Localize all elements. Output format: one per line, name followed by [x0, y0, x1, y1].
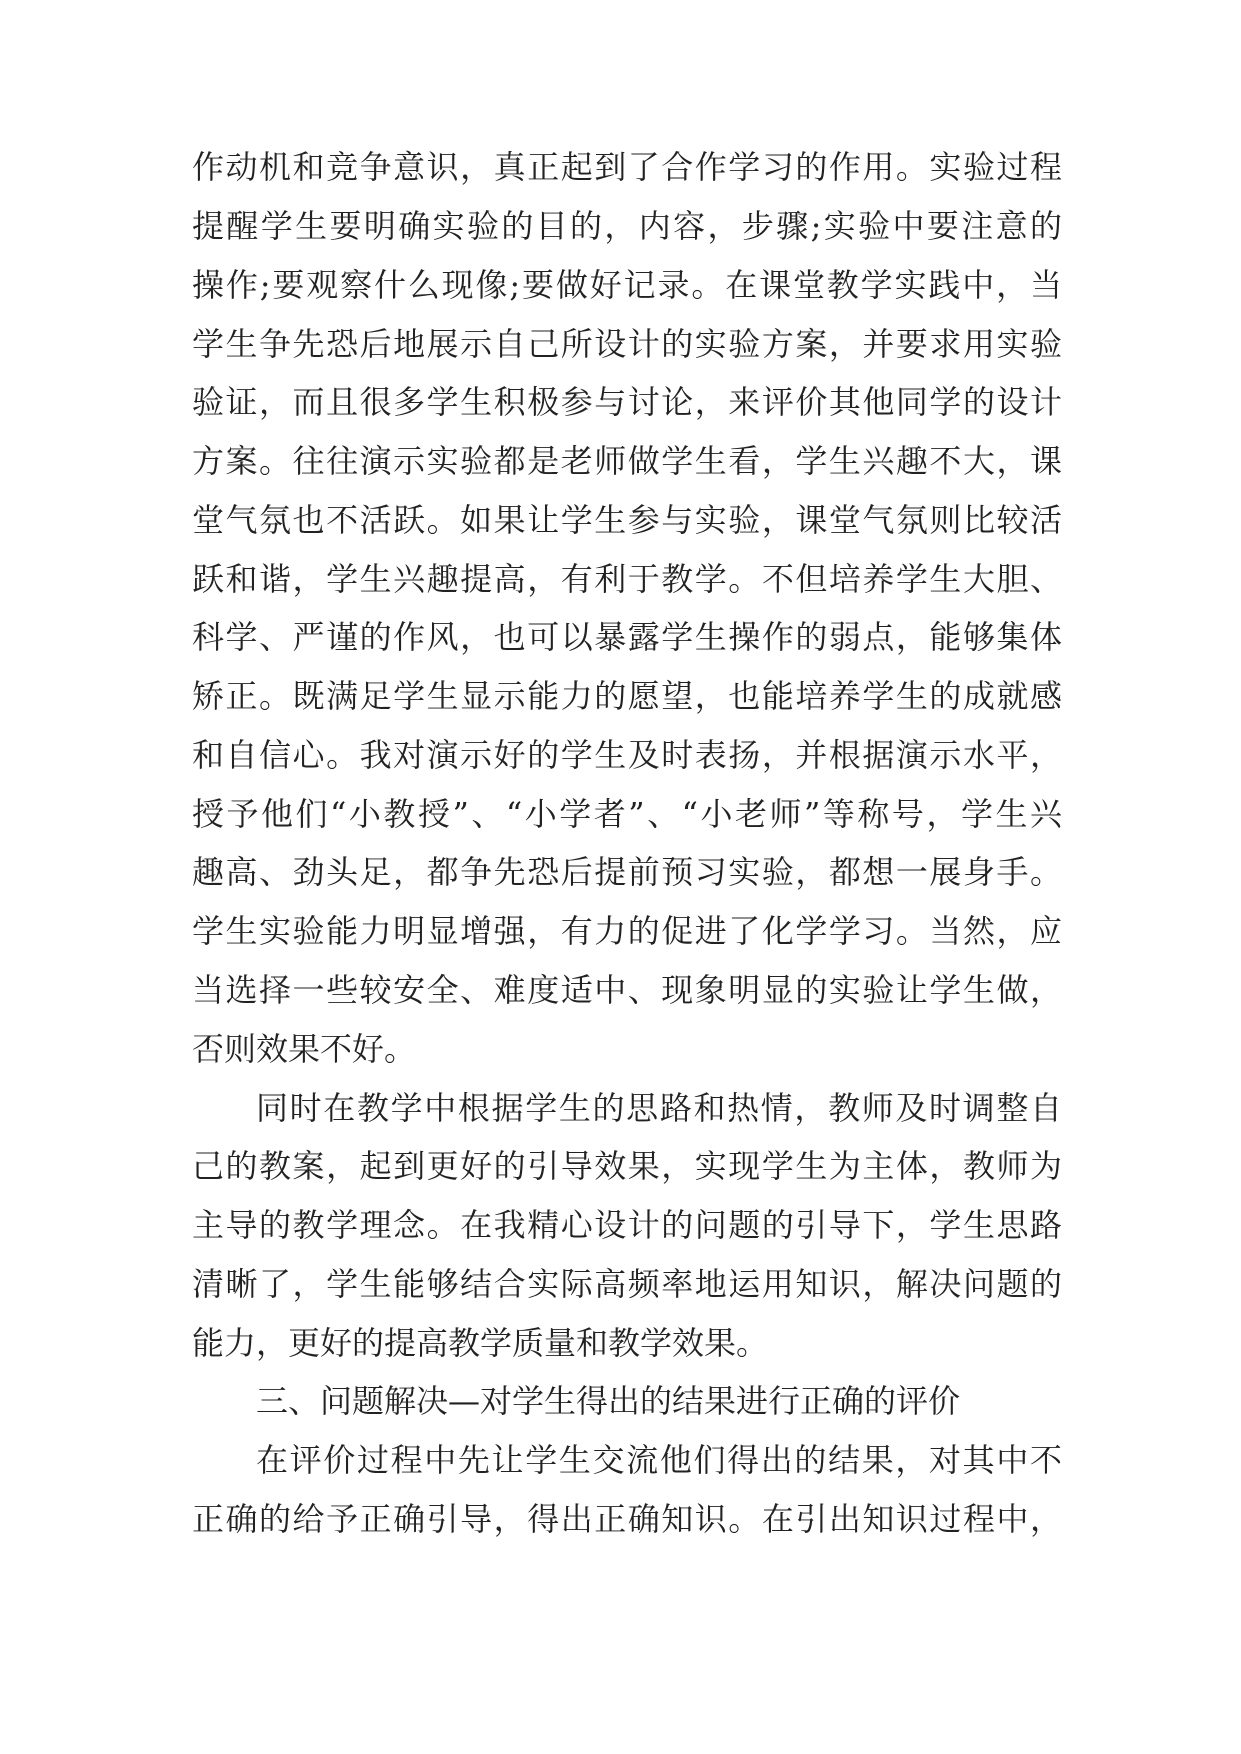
- text-line: 能力，更好的提高教学质量和教学效果。: [192, 1324, 769, 1362]
- text-line: 跃和谐，学生兴趣提高，有利于教学。不但培养学生大胆、: [192, 560, 1062, 598]
- text-line: 验证，而且很多学生积极参与讨论，来评价其他同学的设计: [192, 383, 1062, 421]
- paragraph-first-line: 同时在教学中根据学生的思路和热情，教师及时调整自: [256, 1089, 1062, 1127]
- text-line: 学生争先恐后地展示自己所设计的实验方案，并要求用实验: [192, 325, 1062, 363]
- paragraph-first-line: 在评价过程中先让学生交流他们得出的结果，对其中不: [256, 1441, 1062, 1479]
- text-line: 当选择一些较安全、难度适中、现象明显的实验让学生做，: [192, 971, 1062, 1009]
- text-line: 主导的教学理念。在我精心设计的问题的引导下，学生思路: [192, 1206, 1062, 1244]
- text-line: 堂气氛也不活跃。如果让学生参与实验，课堂气氛则比较活: [192, 501, 1062, 539]
- text-line: 授予他们“小教授”、“小学者”、“小老师”等称号，学生兴: [192, 795, 1062, 833]
- text-line: 学生实验能力明显增强，有力的促进了化学学习。当然，应: [192, 912, 1062, 950]
- text-line: 作动机和竞争意识，真正起到了合作学习的作用。实验过程: [192, 148, 1062, 186]
- text-line: 矫正。既满足学生显示能力的愿望，也能培养学生的成就感: [192, 677, 1062, 715]
- text-line: 清晰了，学生能够结合实际高频率地运用知识，解决问题的: [192, 1265, 1062, 1303]
- text-line: 正确的给予正确引导，得出正确知识。在引出知识过程中，: [192, 1500, 1062, 1538]
- text-line: 己的教案，起到更好的引导效果，实现学生为主体，教师为: [192, 1147, 1062, 1185]
- text-line: 科学、严谨的作风，也可以暴露学生操作的弱点，能够集体: [192, 618, 1062, 656]
- text-line: 方案。往往演示实验都是老师做学生看，学生兴趣不大，课: [192, 442, 1062, 480]
- text-line: 操作;要观察什么现像;要做好记录。在课堂教学实践中，当: [192, 266, 1062, 304]
- text-line: 提醒学生要明确实验的目的，内容，步骤;实验中要注意的: [192, 207, 1062, 245]
- text-line: 趣高、劲头足，都争先恐后提前预习实验，都想一展身手。: [192, 853, 1062, 891]
- text-line: 否则效果不好。: [192, 1030, 417, 1068]
- section-heading: 三、问题解决—对学生得出的结果进行正确的评价: [256, 1382, 961, 1420]
- text-line: 和自信心。我对演示好的学生及时表扬，并根据演示水平，: [192, 736, 1062, 774]
